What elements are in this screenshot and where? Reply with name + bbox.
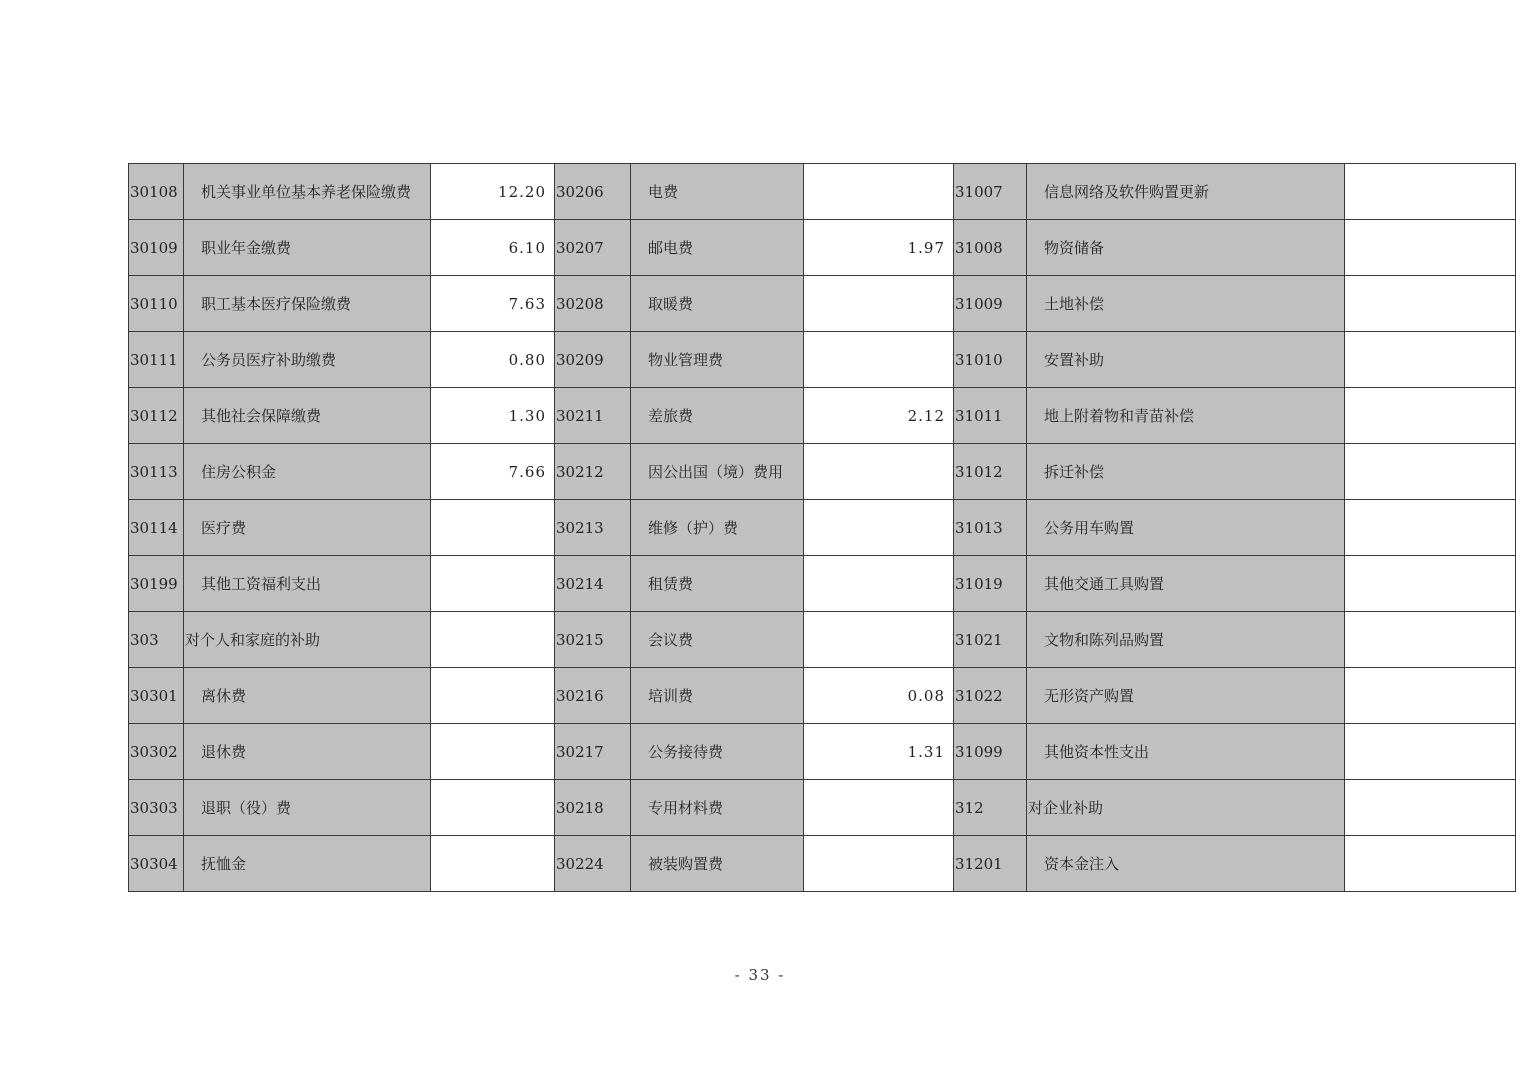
amount-cell: 0.80 [431,332,555,388]
account-name-cell: 其他交通工具购置 [1027,556,1345,612]
account-code-cell: 312 [954,780,1027,836]
account-code-cell: 30108 [129,164,184,220]
amount-cell [1345,612,1516,668]
account-code-cell: 30211 [555,388,631,444]
account-name-cell: 离休费 [184,668,431,724]
account-code-cell: 30302 [129,724,184,780]
account-name-cell: 对个人和家庭的补助 [184,612,431,668]
amount-cell [431,668,555,724]
amount-cell [1345,500,1516,556]
account-code-cell: 31012 [954,444,1027,500]
table-row [129,780,1516,836]
account-code-cell: 31019 [954,556,1027,612]
account-code-cell: 31009 [954,276,1027,332]
account-name-cell: 机关事业单位基本养老保险缴费 [184,164,431,220]
account-name-cell: 职工基本医疗保险缴费 [184,276,431,332]
account-name-cell: 对企业补助 [1027,780,1345,836]
account-code-cell: 30212 [555,444,631,500]
account-name-cell: 其他资本性支出 [1027,724,1345,780]
account-code-cell: 30217 [555,724,631,780]
account-name-cell: 拆迁补偿 [1027,444,1345,500]
amount-cell: 7.63 [431,276,555,332]
account-name-cell: 专用材料费 [631,780,804,836]
amount-cell [804,444,954,500]
account-name-cell: 公务员医疗补助缴费 [184,332,431,388]
amount-cell: 6.10 [431,220,555,276]
account-name-cell: 被装购置费 [631,836,804,892]
account-name-cell: 地上附着物和青苗补偿 [1027,388,1345,444]
account-name-cell: 因公出国（境）费用 [631,444,804,500]
account-name-cell: 租赁费 [631,556,804,612]
amount-cell [1345,444,1516,500]
account-code-cell: 31099 [954,724,1027,780]
amount-cell [1345,220,1516,276]
account-code-cell: 31011 [954,388,1027,444]
account-name-cell: 物业管理费 [631,332,804,388]
amount-cell [431,836,555,892]
account-name-cell: 无形资产购置 [1027,668,1345,724]
account-name-cell: 医疗费 [184,500,431,556]
account-name-cell: 其他工资福利支出 [184,556,431,612]
amount-cell [804,164,954,220]
table-row [129,556,1516,612]
amount-cell: 7.66 [431,444,555,500]
amount-cell [431,556,555,612]
account-name-cell: 职业年金缴费 [184,220,431,276]
amount-cell: 12.20 [431,164,555,220]
amount-cell [1345,668,1516,724]
account-name-cell: 住房公积金 [184,444,431,500]
account-name-cell: 文物和陈列品购置 [1027,612,1345,668]
account-code-cell: 30214 [555,556,631,612]
account-code-cell: 30213 [555,500,631,556]
table-row [129,276,1516,332]
account-name-cell: 电费 [631,164,804,220]
account-code-cell: 30303 [129,780,184,836]
account-name-cell: 退休费 [184,724,431,780]
account-code-cell: 30111 [129,332,184,388]
amount-cell [1345,780,1516,836]
account-name-cell: 土地补偿 [1027,276,1345,332]
account-code-cell: 30224 [555,836,631,892]
amount-cell [1345,332,1516,388]
amount-cell: 2.12 [804,388,954,444]
account-code-cell: 31007 [954,164,1027,220]
table-row [129,668,1516,724]
amount-cell [804,612,954,668]
amount-cell [1345,556,1516,612]
amount-cell [804,556,954,612]
table-row [129,220,1516,276]
account-code-cell: 30215 [555,612,631,668]
amount-cell [431,612,555,668]
account-name-cell: 维修（护）费 [631,500,804,556]
table-body [129,164,1516,892]
account-code-cell: 31201 [954,836,1027,892]
account-name-cell: 其他社会保障缴费 [184,388,431,444]
amount-cell: 0.08 [804,668,954,724]
account-code-cell: 30207 [555,220,631,276]
account-code-cell: 31010 [954,332,1027,388]
amount-cell [431,780,555,836]
account-code-cell: 30301 [129,668,184,724]
amount-cell [431,500,555,556]
account-code-cell: 30304 [129,836,184,892]
table-row [129,388,1516,444]
table-row [129,500,1516,556]
account-code-cell: 30109 [129,220,184,276]
amount-cell [1345,724,1516,780]
account-code-cell: 30206 [555,164,631,220]
account-code-cell: 31008 [954,220,1027,276]
account-name-cell: 安置补助 [1027,332,1345,388]
amount-cell [1345,388,1516,444]
amount-cell: 1.31 [804,724,954,780]
account-name-cell: 邮电费 [631,220,804,276]
account-code-cell: 303 [129,612,184,668]
account-name-cell: 信息网络及软件购置更新 [1027,164,1345,220]
account-name-cell: 公务接待费 [631,724,804,780]
account-name-cell: 取暖费 [631,276,804,332]
amount-cell [804,276,954,332]
expenditure-table [128,163,1516,892]
amount-cell [804,500,954,556]
amount-cell [431,724,555,780]
page-number: - 33 - [734,966,786,984]
table-row [129,612,1516,668]
amount-cell [1345,276,1516,332]
table-row [129,836,1516,892]
amount-cell [804,332,954,388]
amount-cell [804,836,954,892]
amount-cell [1345,164,1516,220]
account-code-cell: 30218 [555,780,631,836]
account-code-cell: 30112 [129,388,184,444]
account-name-cell: 公务用车购置 [1027,500,1345,556]
amount-cell [1345,836,1516,892]
account-name-cell: 资本金注入 [1027,836,1345,892]
amount-cell: 1.30 [431,388,555,444]
account-code-cell: 31021 [954,612,1027,668]
account-name-cell: 会议费 [631,612,804,668]
account-code-cell: 30208 [555,276,631,332]
table-row [129,724,1516,780]
account-code-cell: 30199 [129,556,184,612]
account-name-cell: 培训费 [631,668,804,724]
account-name-cell: 差旅费 [631,388,804,444]
account-code-cell: 30110 [129,276,184,332]
account-code-cell: 31022 [954,668,1027,724]
account-name-cell: 退职（役）费 [184,780,431,836]
table-row [129,332,1516,388]
account-code-cell: 30209 [555,332,631,388]
account-code-cell: 30113 [129,444,184,500]
table-row [129,444,1516,500]
account-code-cell: 30216 [555,668,631,724]
account-name-cell: 抚恤金 [184,836,431,892]
amount-cell [804,780,954,836]
table-row [129,164,1516,220]
account-code-cell: 31013 [954,500,1027,556]
account-name-cell: 物资储备 [1027,220,1345,276]
amount-cell: 1.97 [804,220,954,276]
account-code-cell: 30114 [129,500,184,556]
